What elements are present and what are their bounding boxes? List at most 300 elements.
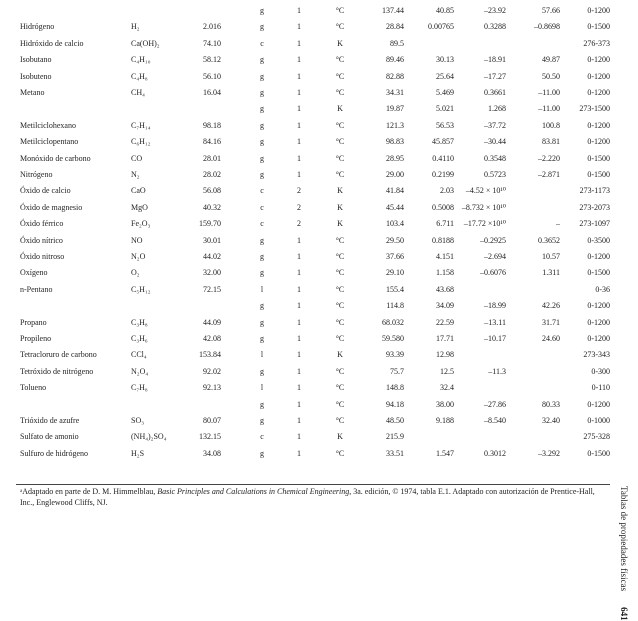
temperature-unit: °C xyxy=(335,137,345,147)
molecular-weight: 56.08 xyxy=(203,186,221,196)
temperature-unit: °C xyxy=(335,55,345,65)
temperature-unit: K xyxy=(337,104,343,114)
molecular-weight: 28.02 xyxy=(203,170,221,179)
coef-c: 0.3288 xyxy=(484,22,506,32)
section-title: Tablas de propiedades físicas xyxy=(619,486,629,592)
reference: 1 xyxy=(297,268,301,278)
coef-c: –8.732 × 10¹⁰ xyxy=(461,202,506,212)
state: g xyxy=(260,170,264,179)
coef-b: 0.5008 xyxy=(432,202,454,212)
coef-c: 0.3548 xyxy=(484,153,506,163)
formula: CaO xyxy=(131,186,146,196)
state: g xyxy=(260,301,264,311)
coef-c: –4.52 × 10¹⁰ xyxy=(465,186,506,196)
coef-c: –0.2925 xyxy=(480,235,506,245)
table-row xyxy=(0,38,612,50)
coef-d: –2.220 xyxy=(538,153,560,163)
temperature-unit: °C xyxy=(335,317,345,327)
temperature-range: 0-1500 xyxy=(587,268,610,278)
page-number: 641 xyxy=(619,607,629,621)
coef-c: –18.99 xyxy=(484,301,506,311)
coef-b: 5.021 xyxy=(436,104,454,114)
state: g xyxy=(260,334,264,343)
state: g xyxy=(260,317,264,327)
temperature-range: 0-1500 xyxy=(587,448,610,458)
coef-c: –0.6076 xyxy=(480,268,506,278)
state: g xyxy=(260,448,264,458)
coef-a: 103.4 xyxy=(386,219,404,229)
temperature-unit: °C xyxy=(335,88,345,97)
formula: C₄H₈ xyxy=(131,71,148,81)
state: g xyxy=(260,268,264,278)
coef-c: –13.11 xyxy=(484,317,506,327)
temperature-unit: °C xyxy=(335,120,345,130)
temperature-range: 0-1200 xyxy=(587,137,610,147)
coef-b: 9.188 xyxy=(436,416,454,425)
reference: 1 xyxy=(297,71,301,81)
coef-c: 0.5723 xyxy=(484,170,506,179)
table-row xyxy=(0,169,612,181)
coef-d: 1.311 xyxy=(542,268,560,278)
reference: 1 xyxy=(297,416,301,425)
footnote-book-title: Basic Principles and Calculations in Chemical Engineering xyxy=(157,487,350,496)
state: l xyxy=(260,350,264,360)
molecular-weight: 92.02 xyxy=(203,366,221,376)
compound-name: Óxido de magnesio xyxy=(20,202,83,212)
coef-b: 12.98 xyxy=(436,350,454,360)
temperature-range: 0-1200 xyxy=(587,317,610,327)
compound-name: Óxido nítrico xyxy=(20,235,63,245)
coef-a: 137.44 xyxy=(382,6,404,15)
compound-name: Metilciclopentano xyxy=(20,137,79,147)
molecular-weight: 132.15 xyxy=(199,432,221,442)
temperature-range: 0-1500 xyxy=(587,170,610,179)
table-row xyxy=(0,21,612,33)
coef-a: 215.9 xyxy=(386,432,404,442)
molecular-weight: 92.13 xyxy=(203,383,221,393)
table-row xyxy=(0,399,612,411)
reference: 1 xyxy=(297,301,301,311)
temperature-unit: °C xyxy=(335,71,345,81)
formula: N₂ xyxy=(131,170,140,179)
reference: 2 xyxy=(297,186,301,196)
coef-b: 0.00765 xyxy=(428,22,454,32)
temperature-range: 0-1200 xyxy=(587,6,610,15)
temperature-unit: K xyxy=(337,202,343,212)
coef-d: 50.50 xyxy=(542,71,560,81)
state: c xyxy=(260,432,264,442)
coef-c: 0.3661 xyxy=(484,88,506,97)
footnote xyxy=(20,486,610,508)
molecular-weight: 30.01 xyxy=(203,235,221,245)
state: g xyxy=(260,6,264,15)
coef-a: 29.10 xyxy=(386,268,404,278)
temperature-range: 0-300 xyxy=(591,366,610,376)
footnote-rule xyxy=(16,484,610,485)
coef-c: –17.27 xyxy=(484,71,506,81)
coef-b: 5.469 xyxy=(436,88,454,97)
reference: 1 xyxy=(297,170,301,179)
state: g xyxy=(260,88,264,97)
coef-c: –10.17 xyxy=(484,334,506,343)
temperature-range: 0-1200 xyxy=(587,88,610,97)
coef-b: 17.71 xyxy=(436,334,454,343)
temperature-unit: °C xyxy=(335,22,345,32)
table-row xyxy=(0,366,612,378)
coef-d: 0.3652 xyxy=(538,235,560,245)
coef-b: 4.151 xyxy=(436,252,454,261)
formula: H₂ xyxy=(131,22,140,32)
footnote-rest: , 3a. edición, © 1974, tabla E.1. Adaptado con autorización de Prentice-Hall, Inc., Englewood Cliffs, NJ. xyxy=(20,487,595,507)
coef-d: –2.871 xyxy=(538,170,560,179)
coef-a: 114.8 xyxy=(386,301,404,311)
temperature-unit: °C xyxy=(335,252,345,261)
temperature-unit: °C xyxy=(335,448,345,458)
table-row xyxy=(0,71,612,83)
reference: 1 xyxy=(297,317,301,327)
temperature-unit: K xyxy=(337,38,343,48)
temperature-range: 0-1500 xyxy=(587,22,610,32)
coef-c: –30.44 xyxy=(484,137,506,147)
temperature-unit: K xyxy=(337,350,343,360)
coef-a: 98.83 xyxy=(386,137,404,147)
molecular-weight: 74.10 xyxy=(203,38,221,48)
temperature-unit: °C xyxy=(335,284,345,294)
compound-name: Propileno xyxy=(20,334,52,343)
coef-a: 33.51 xyxy=(386,448,404,458)
state: g xyxy=(260,153,264,163)
footnote-lead: ᵃAdaptado en parte de D. M. Himmelblau, xyxy=(20,487,158,496)
coef-a: 34.31 xyxy=(386,88,404,97)
coef-d: 57.66 xyxy=(542,6,560,15)
molecular-weight: 80.07 xyxy=(203,416,221,425)
coef-d: 10.57 xyxy=(542,252,560,261)
compound-name: Monóxido de carbono xyxy=(20,153,91,163)
reference: 1 xyxy=(297,153,301,163)
formula: MgO xyxy=(131,202,148,212)
temperature-unit: °C xyxy=(335,235,345,245)
coef-d: 100.8 xyxy=(542,120,560,130)
temperature-unit: K xyxy=(337,186,343,196)
compound-name: Sulfuro de hidrógeno xyxy=(20,448,88,458)
table-row xyxy=(0,153,612,165)
temperature-unit: K xyxy=(337,219,343,229)
formula: Ca(OH)₂ xyxy=(131,38,160,48)
state: g xyxy=(260,137,264,147)
table-row xyxy=(0,284,612,296)
coef-a: 29.00 xyxy=(386,170,404,179)
coef-b: 34.09 xyxy=(436,301,454,311)
coef-d: –0.8698 xyxy=(534,22,560,32)
coef-b: 43.68 xyxy=(436,284,454,294)
molecular-weight: 16.04 xyxy=(203,88,221,97)
compound-name: Hidrógeno xyxy=(20,22,55,32)
molecular-weight: 44.09 xyxy=(203,317,221,327)
table-row xyxy=(0,54,612,66)
coef-d: 42.26 xyxy=(542,301,560,311)
table-row xyxy=(0,448,612,460)
formula: (NH₄)₂SO₄ xyxy=(131,432,167,442)
coef-b: 56.53 xyxy=(436,120,454,130)
table-row xyxy=(0,5,612,17)
molecular-weight: 2.016 xyxy=(203,22,221,32)
temperature-unit: °C xyxy=(335,366,345,376)
coef-c: –18.91 xyxy=(484,55,506,65)
temperature-unit: °C xyxy=(335,268,345,278)
coef-d: –11.00 xyxy=(538,104,560,114)
molecular-weight: 98.18 xyxy=(203,120,221,130)
state: l xyxy=(260,284,264,294)
table-row xyxy=(0,431,612,443)
temperature-range: 0-36 xyxy=(595,284,610,294)
formula: N₂O₄ xyxy=(131,366,149,376)
compound-name: Hidróxido de calcio xyxy=(20,38,84,48)
coef-a: 155.4 xyxy=(386,284,404,294)
coef-c: 0.3012 xyxy=(484,448,506,458)
temperature-range: 0-3500 xyxy=(587,235,610,245)
temperature-range: 0-110 xyxy=(591,383,610,393)
side-caption xyxy=(612,0,638,621)
state: g xyxy=(260,55,264,65)
compound-name: Trióxido de azufre xyxy=(20,416,80,425)
coef-a: 29.50 xyxy=(386,235,404,245)
temperature-unit: °C xyxy=(335,6,345,15)
coef-b: 25.64 xyxy=(436,71,454,81)
reference: 1 xyxy=(297,350,301,360)
table-row xyxy=(0,136,612,148)
compound-name: Tetróxido de nitrógeno xyxy=(20,366,94,376)
coef-a: 28.84 xyxy=(386,22,404,32)
compound-name: Tetracloruro de carbono xyxy=(20,350,97,360)
table-row xyxy=(0,185,612,197)
reference: 1 xyxy=(297,38,301,48)
coef-c: –37.72 xyxy=(484,120,506,130)
formula: C₅H₁₂ xyxy=(131,284,151,294)
coef-d: 83.81 xyxy=(542,137,560,147)
reference: 1 xyxy=(297,334,301,343)
molecular-weight: 58.12 xyxy=(203,55,221,65)
temperature-range: 0-1000 xyxy=(587,416,610,425)
table-row xyxy=(0,300,612,312)
temperature-unit: °C xyxy=(335,399,345,409)
coef-a: 121.3 xyxy=(386,120,404,130)
compound-name: Metano xyxy=(20,88,45,97)
reference: 1 xyxy=(297,235,301,245)
formula: NO xyxy=(131,235,143,245)
molecular-weight: 72.15 xyxy=(203,284,221,294)
table-row xyxy=(0,333,612,345)
coef-c: –23.92 xyxy=(484,6,506,15)
compound-name: Tolueno xyxy=(20,383,47,393)
compound-name: Óxido nitroso xyxy=(20,252,65,261)
formula: C₇H₈ xyxy=(131,383,148,393)
molecular-weight: 44.02 xyxy=(203,252,221,261)
temperature-range: 273-1097 xyxy=(579,219,610,229)
reference: 1 xyxy=(297,284,301,294)
reference: 2 xyxy=(297,219,301,229)
state: g xyxy=(260,399,264,409)
compound-name: Óxido férrico xyxy=(20,219,64,229)
reference: 1 xyxy=(297,383,301,393)
coef-a: 89.5 xyxy=(390,38,404,48)
temperature-unit: °C xyxy=(335,334,345,343)
coef-c: –27.86 xyxy=(484,399,506,409)
molecular-weight: 56.10 xyxy=(203,71,221,81)
coef-d: 31.71 xyxy=(542,317,560,327)
reference: 1 xyxy=(297,399,301,409)
temperature-range: 273-1500 xyxy=(579,104,610,114)
coef-d: –3.292 xyxy=(538,448,560,458)
coef-b: 1.547 xyxy=(436,448,454,458)
temperature-unit: °C xyxy=(335,383,345,393)
compound-name: Óxido de calcio xyxy=(20,186,71,196)
coef-b: 0.8188 xyxy=(432,235,454,245)
molecular-weight: 84.16 xyxy=(203,137,221,147)
reference: 1 xyxy=(297,120,301,130)
coef-a: 45.44 xyxy=(386,202,404,212)
coef-a: 82.88 xyxy=(386,71,404,81)
reference: 1 xyxy=(297,88,301,97)
compound-name: Isobutano xyxy=(20,55,52,65)
reference: 1 xyxy=(297,137,301,147)
temperature-range: 273-343 xyxy=(583,350,610,360)
compound-name: Nitrógeno xyxy=(20,170,53,179)
coef-b: 6.711 xyxy=(436,219,454,229)
molecular-weight: 32.00 xyxy=(203,268,221,278)
compound-name: Metilciclohexano xyxy=(20,120,76,130)
coef-a: 28.95 xyxy=(386,153,404,163)
temperature-unit: °C xyxy=(335,416,345,425)
coef-a: 59.580 xyxy=(382,334,404,343)
coef-c: 1.268 xyxy=(488,104,506,114)
molecular-weight: 159.70 xyxy=(199,219,221,229)
reference: 1 xyxy=(297,55,301,65)
table-row xyxy=(0,349,612,361)
molecular-weight: 28.01 xyxy=(203,153,221,163)
reference: 1 xyxy=(297,6,301,15)
formula: H₂S xyxy=(131,448,145,458)
coef-c: –2.694 xyxy=(484,252,506,261)
coef-b: 30.13 xyxy=(436,55,454,65)
reference: 1 xyxy=(297,104,301,114)
coef-a: 75.7 xyxy=(390,366,404,376)
coef-b: 38.00 xyxy=(436,399,454,409)
formula: CCl₄ xyxy=(131,350,147,360)
temperature-range: 0-1200 xyxy=(587,120,610,130)
temperature-range: 273-1173 xyxy=(579,186,610,196)
state: c xyxy=(260,38,264,48)
table-row xyxy=(0,103,612,115)
temperature-unit: °C xyxy=(335,301,345,311)
table-row xyxy=(0,235,612,247)
molecular-weight: 153.84 xyxy=(199,350,221,360)
compound-name: Oxígeno xyxy=(20,268,48,278)
temperature-unit: °C xyxy=(335,153,345,163)
state: c xyxy=(260,186,264,196)
formula: Fe₂O₃ xyxy=(131,219,151,229)
table-row xyxy=(0,415,612,427)
temperature-range: 0-1200 xyxy=(587,399,610,409)
compound-name: Propano xyxy=(20,317,47,327)
formula: C₇H₁₄ xyxy=(131,120,151,130)
state: g xyxy=(260,366,264,376)
table-row xyxy=(0,202,612,214)
coef-a: 41.84 xyxy=(386,186,404,196)
temperature-range: 0-1500 xyxy=(587,153,610,163)
coef-b: 45.857 xyxy=(432,137,454,147)
temperature-range: 0-1200 xyxy=(587,301,610,311)
reference: 2 xyxy=(297,202,301,212)
reference: 1 xyxy=(297,432,301,442)
coef-a: 37.66 xyxy=(386,252,404,261)
table-row xyxy=(0,382,612,394)
coef-c: –8.540 xyxy=(484,416,506,425)
state: g xyxy=(260,22,264,32)
coef-b: 32.4 xyxy=(440,383,454,393)
temperature-range: 0-1200 xyxy=(587,252,610,261)
temperature-range: 273-2073 xyxy=(579,202,610,212)
coef-b: 0.2199 xyxy=(432,170,454,179)
table-row xyxy=(0,317,612,329)
state: g xyxy=(260,235,264,245)
state: l xyxy=(260,383,264,393)
formula: O₂ xyxy=(131,268,140,278)
molecular-weight: 40.32 xyxy=(203,202,221,212)
coef-d: 49.87 xyxy=(542,55,560,65)
state: c xyxy=(260,202,264,212)
compound-name: n-Pentano xyxy=(20,284,53,294)
molecular-weight: 34.08 xyxy=(203,448,221,458)
coef-b: 1.158 xyxy=(436,268,454,278)
table-row xyxy=(0,251,612,263)
coef-a: 148.8 xyxy=(386,383,404,393)
formula: C₆H₁₂ xyxy=(131,137,151,147)
formula: CO xyxy=(131,153,143,163)
table-row xyxy=(0,87,612,99)
molecular-weight: 42.08 xyxy=(203,334,221,343)
table-row xyxy=(0,120,612,132)
formula: CH₄ xyxy=(131,88,145,97)
coef-d: –11.00 xyxy=(538,88,560,97)
coef-a: 19.87 xyxy=(386,104,404,114)
reference: 1 xyxy=(297,252,301,261)
formula: C₄H₁₀ xyxy=(131,55,151,65)
formula: C₃H₆ xyxy=(131,334,148,343)
temperature-unit: °C xyxy=(335,170,345,179)
coef-c: –17.72 ×10¹⁰ xyxy=(463,219,506,229)
coef-d: 24.60 xyxy=(542,334,560,343)
temperature-range: 275-328 xyxy=(583,432,610,442)
reference: 1 xyxy=(297,366,301,376)
temperature-range: 0-1200 xyxy=(587,55,610,65)
formula: C₃H₈ xyxy=(131,317,148,327)
coef-a: 48.50 xyxy=(386,416,404,425)
state: g xyxy=(260,71,264,81)
compound-name: Isobuteno xyxy=(20,71,52,81)
reference: 1 xyxy=(297,22,301,32)
state: c xyxy=(260,219,264,229)
table-row xyxy=(0,218,612,230)
coef-b: 22.59 xyxy=(436,317,454,327)
coef-a: 68.032 xyxy=(382,317,404,327)
compound-name: Sulfato de amonio xyxy=(20,432,79,442)
coef-a: 94.18 xyxy=(386,399,404,409)
temperature-range: 0-1200 xyxy=(587,71,610,81)
coef-b: 2.03 xyxy=(440,186,454,196)
coef-a: 89.46 xyxy=(386,55,404,65)
state: g xyxy=(260,104,264,114)
coef-b: 0.4110 xyxy=(432,153,454,163)
